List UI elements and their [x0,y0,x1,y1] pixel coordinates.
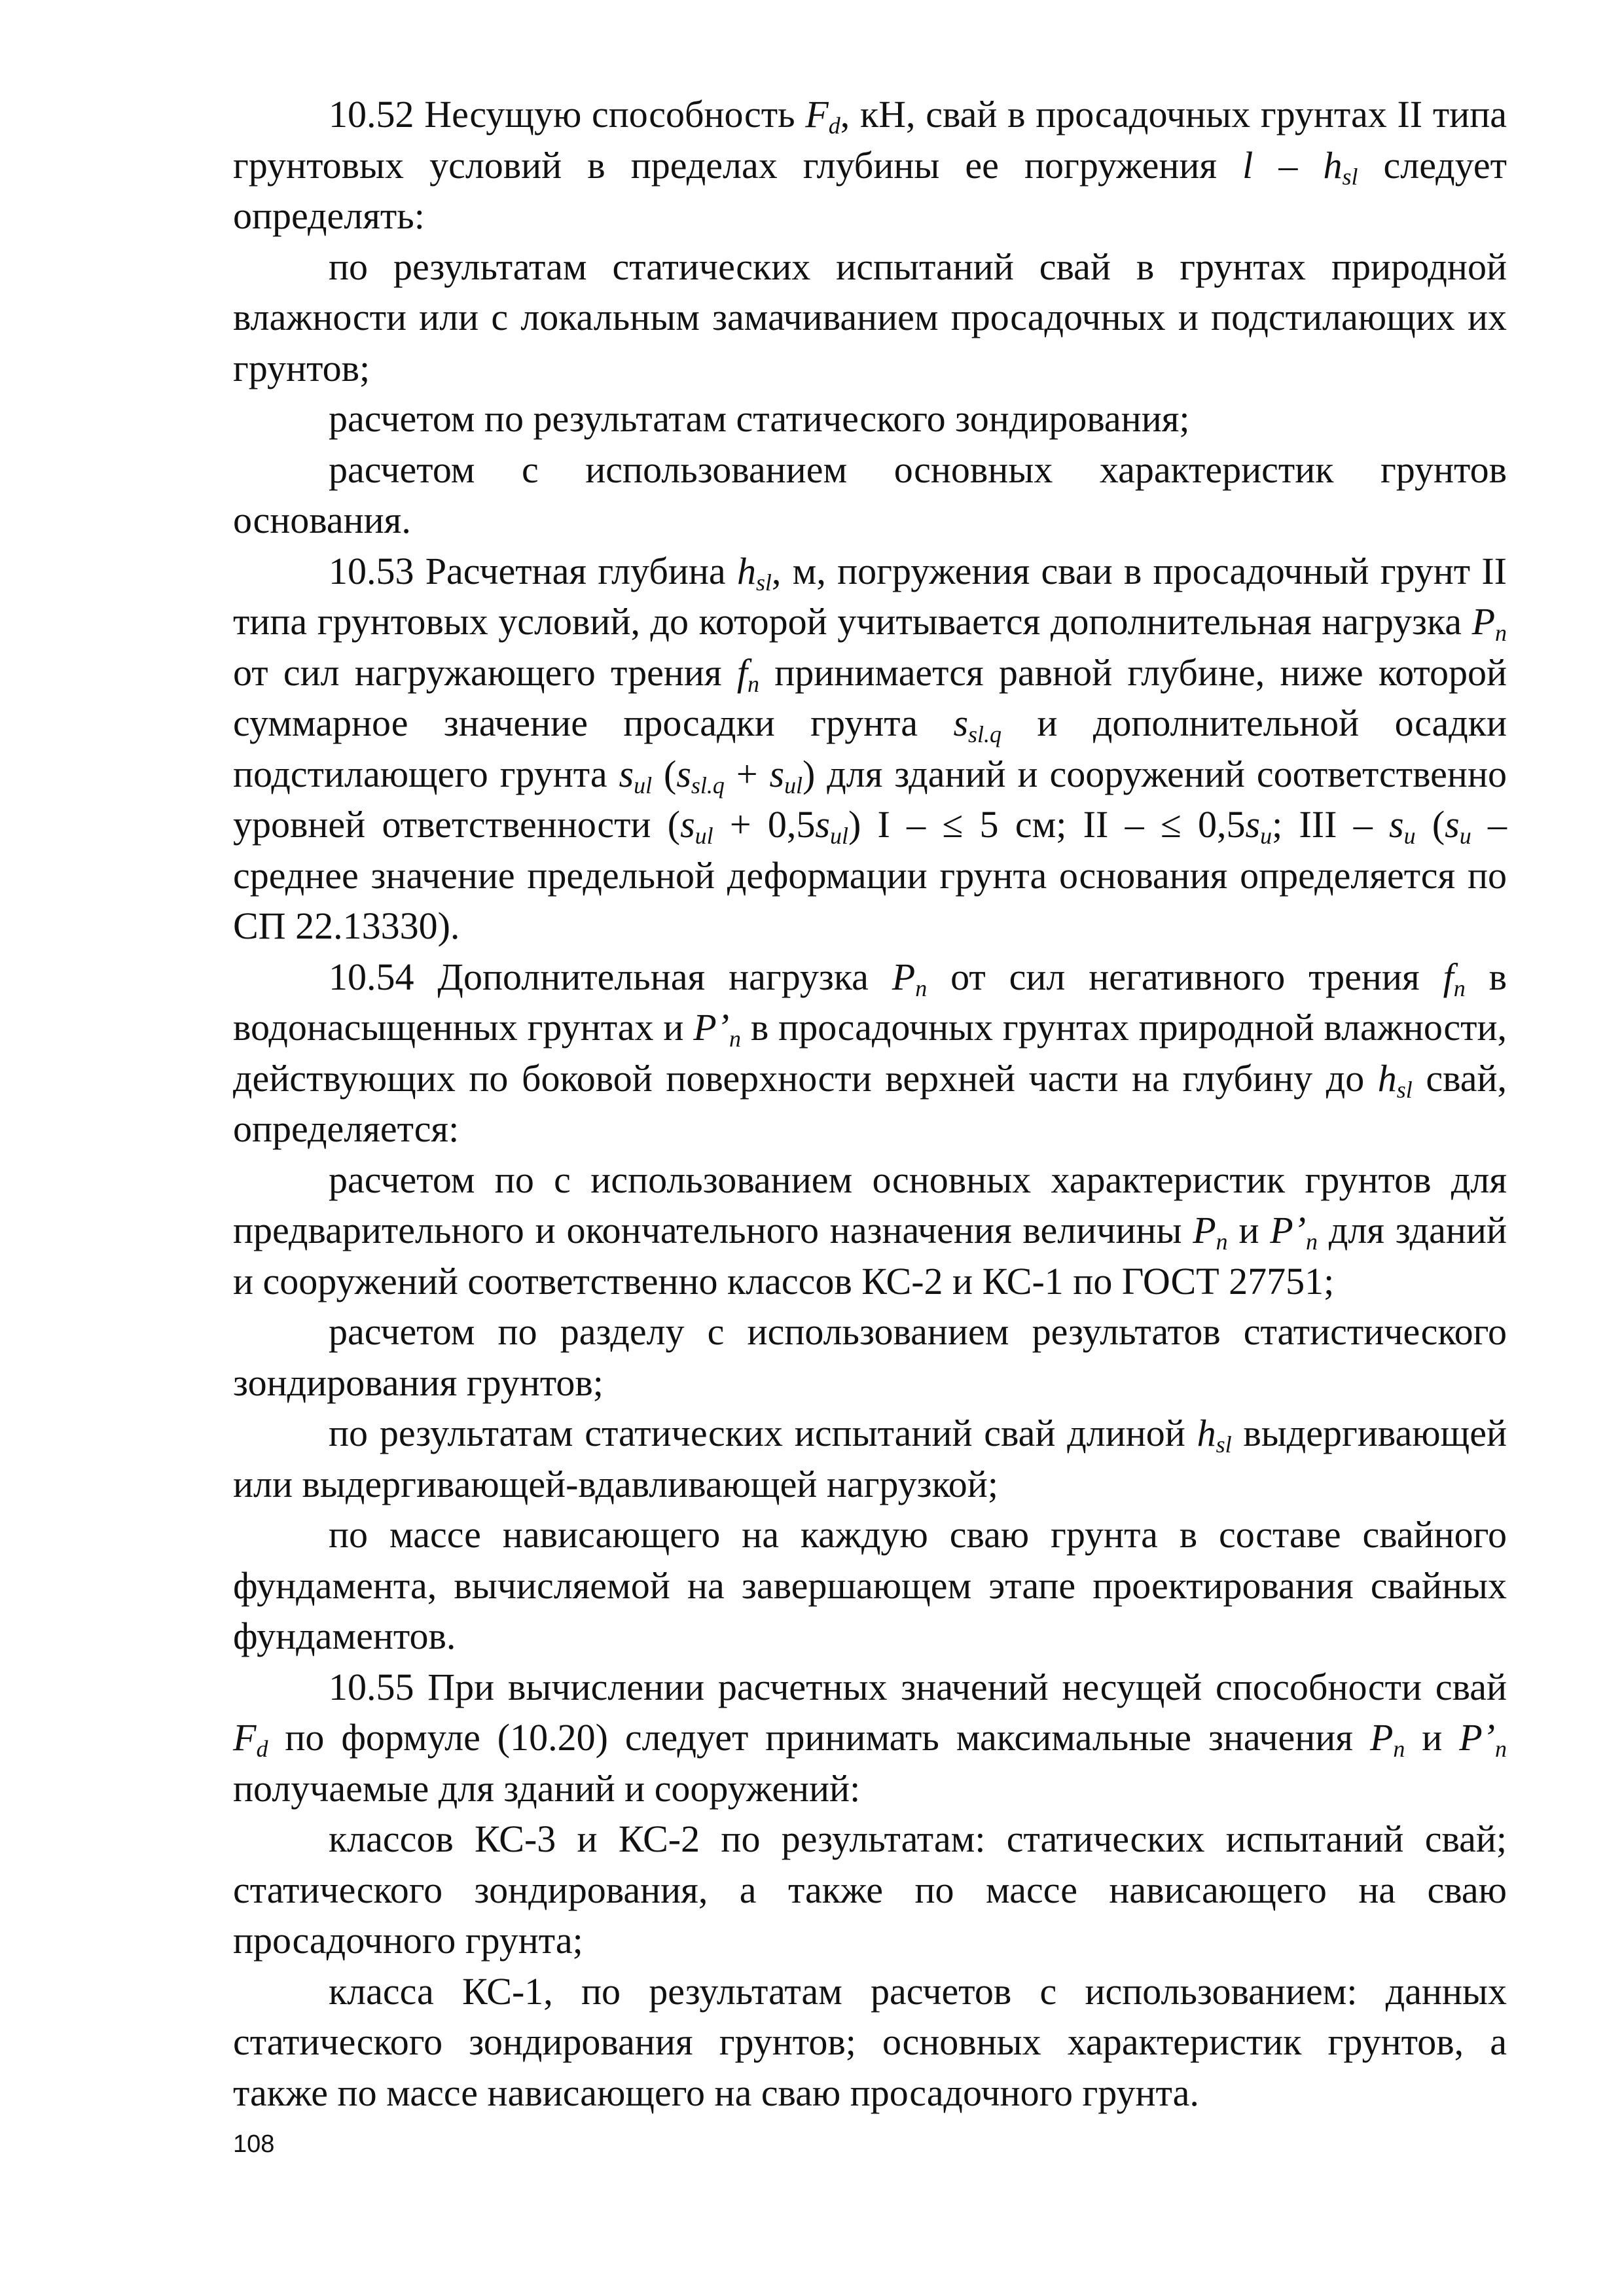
text-run: получаемые для зданий и сооружений: [233,1767,861,1810]
text-run: , кН, свай в просадочных грунтах II типа грунтовых условий в пределах глубины ее погружения [233,93,1507,187]
text-run: и [1405,1716,1460,1759]
text-run: расчетом по с использованием основных характеристик грунтов для предварительного и окончательного назначения величины [233,1158,1507,1251]
math-symbol: h [1323,143,1343,187]
page-body [233,89,1507,2118]
math-symbol: P’ [1270,1209,1307,1251]
subscript-index: n [1216,1229,1228,1255]
text-run: свай, определяется: [233,1056,1507,1150]
text-run: , м, погружения сваи в просадочный грунт II типа грунтовых условий, до которой учитывается дополнительная нагрузка [233,549,1507,643]
math-symbol: s [680,803,695,846]
paragraph-class-ks1 [233,1966,1507,2119]
subscript-index: u [1403,823,1416,850]
math-symbol: l [1242,143,1254,187]
text-run: ( [1415,803,1445,846]
subscript-index: n [1495,1736,1507,1763]
subscript-index: u [1260,823,1272,850]
paragraph-10-55 [233,1662,1507,1814]
text-run: по результатам статических испытаний свай в грунтах природной влажности или с локальным замачиванием просадочных и подстилающих их грунтов; [233,245,1507,389]
text-run: от сил нагружающего трения [233,651,737,694]
subscript-index: n [1495,620,1507,647]
text-run: расчетом с использованием основных характеристик грунтов основания. [233,448,1507,541]
math-symbol: h [1377,1056,1397,1100]
subscript-index: n [1306,1229,1318,1255]
paragraph-static-tests [233,242,1507,394]
text-run: по результатам статических испытаний свай длиной [329,1412,1197,1454]
text-run: ) для зданий и сооружений соответственно уровней ответственности ( [233,752,1507,846]
paragraph-10-53 [233,546,1507,952]
math-symbol: s [1388,803,1404,846]
subscript-index: sl [1216,1431,1232,1458]
math-symbol: P [1193,1209,1216,1251]
text-run: – среднее значение предельной деформации грунта основания определяется по СП 22.13330). [233,803,1507,947]
subscript-index: ul [829,823,848,850]
text-run: + [724,752,770,795]
paragraph-hanging-mass [233,1509,1507,1662]
text-run: классов КС-3 и КС-2 по результатам: статических испытаний свай; статического зондирования, а также по массе нависающего на сваю просадочного грунта; [233,1818,1507,1962]
subscript-index: sl [1396,1076,1413,1103]
text-run: 10.53 Расчетная глубина [329,549,737,592]
math-symbol: h [1197,1412,1216,1454]
subscript-index: d [828,113,840,139]
text-run: 10.54 Дополнительная нагрузка [329,955,892,998]
text-run: и дополнительной осадки подстилающего грунта [233,702,1507,795]
math-symbol: P’ [1459,1716,1496,1759]
math-symbol: s [769,752,785,795]
subscript-index: ul [634,772,653,798]
text-run: 10.52 Несущую способность [329,93,806,135]
text-run: 10.55 При вычислении расчетных значений несущей способности свай [329,1665,1507,1708]
math-symbol: f [736,651,748,694]
math-symbol: s [1245,803,1261,846]
text-run: ; III – [1272,803,1389,846]
subscript-index: ul [784,772,803,798]
text-run: от сил негативного трения [927,955,1443,998]
text-run: следует определять: [233,143,1507,237]
text-run: ( [652,752,677,795]
subscript-index: sl [755,569,772,596]
subscript-index: n [915,975,928,1001]
subscript-index: ul [695,823,713,850]
paragraph-10-54 [233,952,1507,1155]
subscript-index: sl.q [691,772,725,798]
math-symbol: s [619,752,634,795]
math-symbol: s [815,803,830,846]
paragraph-pull-tests [233,1408,1507,1509]
math-symbol: s [1445,803,1460,846]
subscript-index: n [1393,1736,1405,1763]
text-run: + 0,5 [713,803,816,846]
subscript-index: n [729,1026,742,1052]
paragraph-calc-section [233,1306,1507,1408]
math-symbol: s [676,752,691,795]
page-number: 108 [233,2130,275,2158]
subscript-index: n [1453,975,1466,1001]
text-run: по массе нависающего на каждую сваю грунта в составе свайного фундамента, вычисляемой на завершающем этапе проектирования свайных фундаментов. [233,1513,1507,1657]
paragraph-calc-characteristics [233,1155,1507,1307]
math-symbol: P [1471,600,1496,643]
text-run: и [1227,1209,1271,1251]
text-run: расчетом по результатам статического зондирования; [329,397,1190,440]
paragraph-10-52 [233,89,1507,242]
math-symbol: F [233,1716,257,1759]
text-run: ) I – ≤ 5 см; II – ≤ 0,5 [848,803,1246,846]
math-symbol: f [1443,955,1454,998]
text-run: расчетом по разделу с использованием результатов статистического зондирования грунтов; [233,1310,1507,1404]
text-run: – [1253,143,1324,187]
text-run: класса КС-1, по результатам расчетов с использованием: данных статического зондирования грунтов; основных характеристик грунтов, а также по массе нависающего на сваю просадочного грунта. [233,1969,1507,2114]
paragraph-classes-ks3-ks2 [233,1814,1507,1966]
subscript-index: d [256,1736,268,1763]
paragraph-probing [233,393,1507,444]
text-run: принимается равной глубине, ниже которой суммарное значение просадки грунта [233,651,1507,744]
math-symbol: P [892,955,916,998]
math-symbol: h [736,549,756,592]
subscript-index: n [747,670,759,697]
text-run: по формуле (10.20) следует принимать максимальные значения [268,1716,1370,1759]
text-run: в водонасыщенных грунтах и [233,955,1507,1049]
text-run: выдергивающей или выдергивающей-вдавливающей нагрузкой; [233,1412,1507,1505]
text-run: для зданий и сооружений соответственно классов КС-2 и КС-1 по ГОСТ 27751; [233,1209,1507,1302]
subscript-index: sl.q [968,721,1001,748]
paragraph-characteristics [233,444,1507,546]
subscript-index: u [1459,823,1471,850]
text-run: в просадочных грунтах природной влажности, действующих по боковой поверхности верхней части на глубину до [233,1006,1507,1100]
math-symbol: P’ [693,1006,730,1049]
math-symbol: P [1369,1716,1394,1759]
math-symbol: F [805,93,829,135]
math-symbol: s [953,702,969,744]
subscript-index: sl [1342,163,1358,190]
